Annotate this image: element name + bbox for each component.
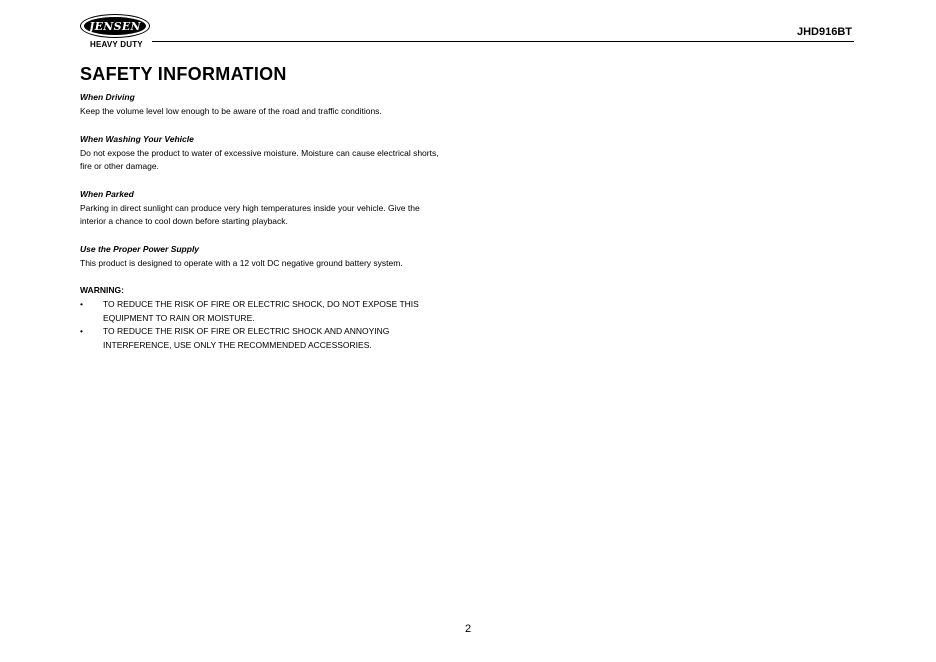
text-line: Parking in direct sunlight can produce very high temperatures inside your vehicle. Give the (80, 202, 420, 213)
page-content (80, 63, 470, 366)
section-text (80, 202, 470, 229)
text-line: EQUIPMENT TO RAIN OR MOISTURE. (103, 312, 255, 323)
logo-subtitle: HEAVY DUTY (90, 40, 143, 49)
section-text (80, 147, 470, 174)
text-line: TO REDUCE THE RISK OF FIRE OR ELECTRIC SHOCK AND ANNOYING (103, 326, 390, 336)
text-line: Keep the volume level low enough to be aware of the road and traffic conditions. (80, 106, 382, 116)
warning-item (80, 325, 470, 352)
section-text (80, 105, 470, 119)
section-text (80, 257, 470, 271)
logo-oval (80, 14, 150, 38)
logo-oval-fill (84, 17, 146, 35)
jensen-logo (80, 14, 152, 50)
section-heading: When Washing Your Vehicle (80, 133, 194, 144)
warning-item (80, 298, 470, 325)
section-when-driving (80, 91, 470, 119)
section-heading: When Parked (80, 188, 134, 199)
warning-section (80, 284, 470, 352)
section-heading: When Driving (80, 92, 135, 102)
page-number: 2 (464, 623, 472, 635)
section-power-supply (80, 243, 470, 271)
section-washing (80, 133, 470, 174)
bullet-icon: • (80, 326, 83, 336)
section-when-parked (80, 188, 470, 229)
warning-title: WARNING: (80, 285, 124, 295)
text-line: INTERFERENCE, USE ONLY THE RECOMMENDED ACCESSORIES. (103, 339, 372, 350)
warning-text (103, 325, 470, 352)
logo-wordmark: JENSEN (89, 19, 141, 33)
section-heading: Use the Proper Power Supply (80, 243, 200, 254)
model-number: JHD916BT (796, 26, 852, 38)
text-line: This product is designed to operate with a 12 volt DC negative ground battery system. (80, 257, 403, 268)
text-line: interior a chance to cool down before starting playback. (80, 216, 288, 226)
text-line: TO REDUCE THE RISK OF FIRE OR ELECTRIC SHOCK, DO NOT EXPOSE THIS (103, 299, 419, 309)
bullet-icon: • (80, 299, 83, 309)
header-divider (152, 41, 854, 42)
warning-text (103, 298, 470, 325)
text-line: fire or other damage. (80, 161, 159, 171)
page-title: SAFETY INFORMATION (80, 64, 287, 84)
text-line: Do not expose the product to water of excessive moisture. Moisture can cause electrical shorts, (80, 147, 439, 158)
